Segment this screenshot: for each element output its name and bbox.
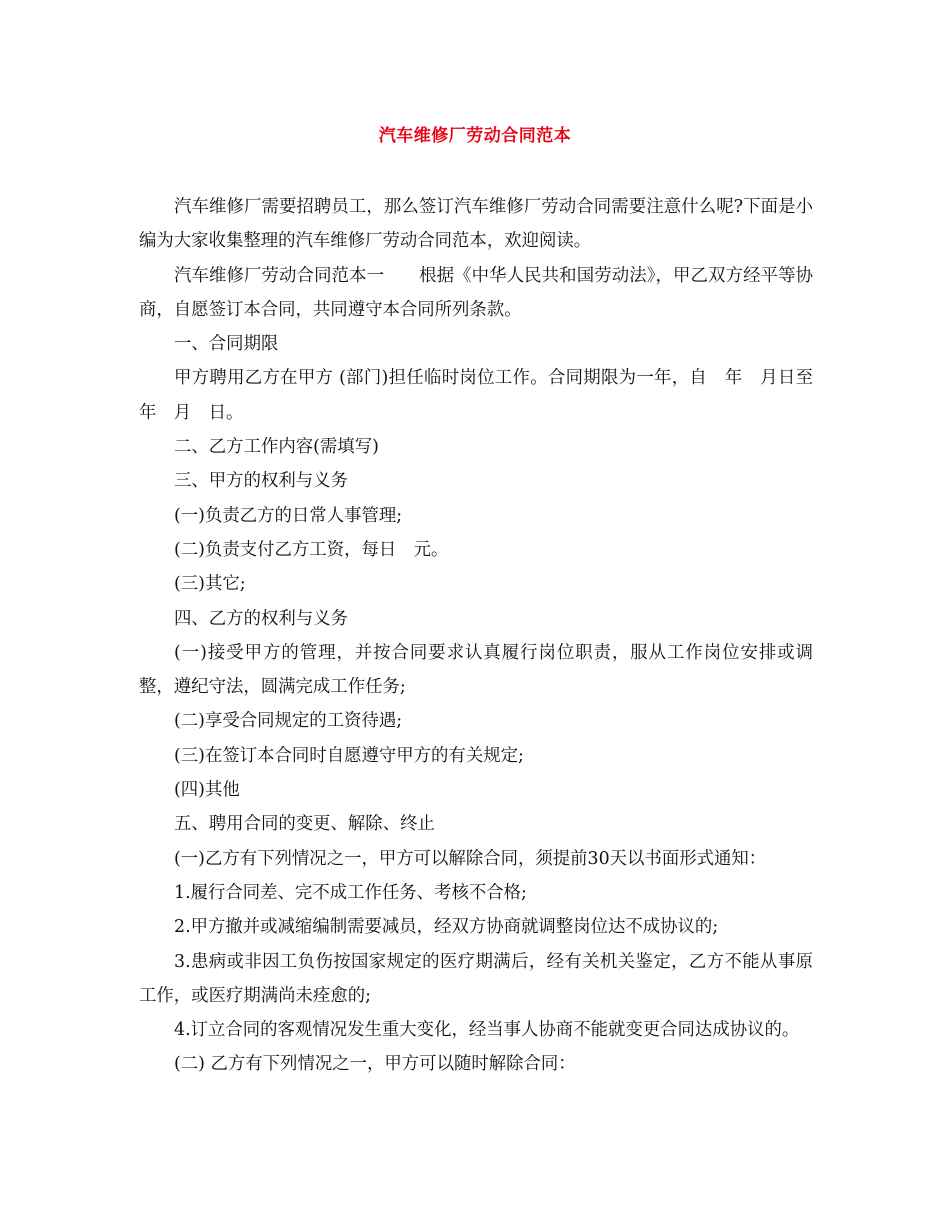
section-heading-party-a: 三、甲方的权利与义务 <box>174 471 348 492</box>
list-item: 3.患病或非因工负伤按国家规定的医疗期满后，经有关机关鉴定，乙方不能从事原工作，或医疗期满尚未痊愈的; <box>139 951 813 1006</box>
paragraph-intro: 汽车维修厂需要招聘员工，那么签订汽车维修厂劳动合同需要注意什么呢?下面是小编为大家收集整理的汽车维修厂劳动合同范本，欢迎阅读。 <box>139 197 813 252</box>
list-item: (三)其它; <box>174 574 246 595</box>
section-heading-work-content: 二、乙方工作内容(需填写) <box>174 437 379 458</box>
section-heading-party-b: 四、乙方的权利与义务 <box>174 608 348 629</box>
document-body <box>139 190 831 1082</box>
list-item: (四)其他 <box>174 780 240 801</box>
list-item: 4.订立合同的客观情况发生重大变化，经当事人协商不能就变更合同达成协议的。 <box>174 1020 800 1041</box>
document-title: 汽车维修厂劳动合同范本 <box>378 126 572 146</box>
section-heading-term: 一、合同期限 <box>174 334 279 355</box>
list-item: 1.履行合同差、完不成工作任务、考核不合格; <box>174 882 527 903</box>
list-item: 2.甲方撤并或减缩编制需要减员，经双方协商就调整岗位达不成协议的; <box>174 917 719 938</box>
list-item: (二)享受合同规定的工资待遇; <box>174 711 403 732</box>
section-heading-termination: 五、聘用合同的变更、解除、终止 <box>174 814 435 835</box>
list-item: (二)负责支付乙方工资，每日 元。 <box>174 539 449 560</box>
list-item: (二) 乙方有下列情况之一，甲方可以随时解除合同： <box>174 1054 576 1075</box>
list-item: (三)在签订本合同时自愿遵守甲方的有关规定; <box>174 745 524 766</box>
list-item: (一)负责乙方的日常人事管理; <box>174 505 403 526</box>
paragraph-term: 甲方聘用乙方在甲方 (部门)担任临时岗位工作。合同期限为一年，自 年 月日至 年 月 日。 <box>139 368 831 423</box>
list-item: (一)接受甲方的管理，并按合同要求认真履行岗位职责，服从工作岗位安排或调整，遵纪守法，圆满完成工作任务; <box>139 642 813 698</box>
list-item: (一)乙方有下列情况之一，甲方可以解除合同，须提前30天以书面形式通知： <box>174 848 767 869</box>
paragraph-preamble: 汽车维修厂劳动合同范本一 根据《中华人民共和国劳动法》，甲乙双方经平等协商，自愿签订本合同，共同遵守本合同所列条款。 <box>139 265 813 320</box>
